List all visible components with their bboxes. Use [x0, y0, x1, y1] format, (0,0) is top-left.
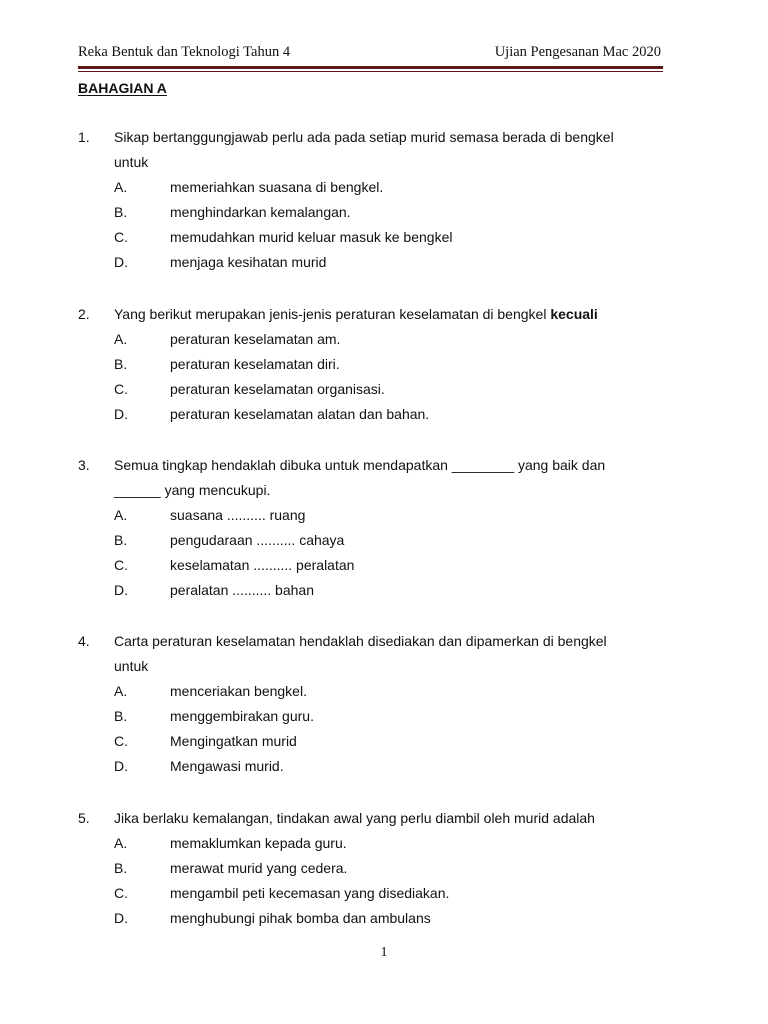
question-number: 4. — [78, 633, 90, 649]
header-rule-thin — [78, 71, 663, 72]
question-stem-line-2: ______ yang mencukupi. — [114, 482, 271, 498]
option-text: Mengawasi murid. — [170, 758, 284, 774]
option-text: menceriakan bengkel. — [170, 683, 307, 699]
option-text: suasana .......... ruang — [170, 507, 306, 523]
page-number: 1 — [380, 945, 388, 960]
question-stem-line-1: Semua tingkap hendaklah dibuka untuk mendapatkan ________ yang baik dan — [114, 457, 606, 473]
option-b — [114, 532, 674, 552]
option-letter: A. — [114, 179, 128, 195]
option-b — [114, 356, 674, 376]
question-stem-line-2: untuk — [114, 154, 149, 170]
option-text: menghindarkan kemalangan. — [170, 204, 351, 220]
question-number: 3. — [78, 457, 90, 473]
question-stem-line-1: Jika berlaku kemalangan, tindakan awal yang perlu diambil oleh murid adalah — [114, 810, 595, 826]
option-c — [114, 557, 674, 577]
option-letter: B. — [114, 532, 128, 548]
option-text: menghubungi pihak bomba dan ambulans — [170, 910, 431, 926]
option-d — [114, 758, 674, 778]
question-stem-line-2: untuk — [114, 658, 149, 674]
option-c — [114, 229, 674, 249]
option-a — [114, 835, 674, 855]
page-header — [78, 44, 661, 64]
option-d — [114, 910, 674, 930]
option-letter: D. — [114, 758, 128, 774]
question-stem-line-1: Sikap bertanggungjawab perlu ada pada setiap murid semasa berada di bengkel — [114, 129, 614, 145]
option-letter: D. — [114, 406, 128, 422]
option-letter: B. — [114, 860, 128, 876]
option-d — [114, 254, 674, 274]
option-d — [114, 582, 674, 602]
option-letter: C. — [114, 381, 128, 397]
option-a — [114, 179, 674, 199]
section-title: BAHAGIAN A — [78, 80, 167, 96]
option-text: keselamatan .......... peralatan — [170, 557, 355, 573]
option-letter: D. — [114, 254, 128, 270]
option-text: peraturan keselamatan diri. — [170, 356, 340, 372]
option-text: Mengingatkan murid — [170, 733, 297, 749]
option-letter: A. — [114, 683, 128, 699]
option-letter: D. — [114, 910, 128, 926]
option-letter: B. — [114, 708, 128, 724]
header-exam-title: Ujian Pengesanan Mac 2020 — [494, 44, 661, 60]
option-b — [114, 204, 674, 224]
option-letter: B. — [114, 204, 128, 220]
header-subject: Reka Bentuk dan Teknologi Tahun 4 — [78, 44, 291, 60]
option-letter: C. — [114, 557, 128, 573]
option-b — [114, 860, 674, 880]
question-number: 5. — [78, 810, 90, 826]
option-text: mengambil peti kecemasan yang disediakan. — [170, 885, 450, 901]
question-stem-line-1 — [114, 306, 598, 322]
question-stem-text: Yang berikut merupakan jenis-jenis peraturan keselamatan di bengkel — [114, 306, 551, 322]
question-number: 1. — [78, 129, 90, 145]
header-rule-thick — [78, 66, 663, 69]
question-number: 2. — [78, 306, 90, 322]
option-a — [114, 507, 674, 527]
option-a — [114, 331, 674, 351]
option-text: memeriahkan suasana di bengkel. — [170, 179, 384, 195]
option-text: menjaga kesihatan murid — [170, 254, 327, 270]
option-c — [114, 885, 674, 905]
option-letter: C. — [114, 885, 128, 901]
option-text: pengudaraan .......... cahaya — [170, 532, 345, 548]
option-letter: C. — [114, 229, 128, 245]
option-letter: C. — [114, 733, 128, 749]
option-text: peralatan .......... bahan — [170, 582, 314, 598]
question-stem-emphasis: kecuali — [550, 306, 598, 322]
option-letter: B. — [114, 356, 128, 372]
option-letter: A. — [114, 835, 128, 851]
option-text: memudahkan murid keluar masuk ke bengkel — [170, 229, 453, 245]
option-text: peraturan keselamatan organisasi. — [170, 381, 385, 397]
option-letter: A. — [114, 507, 128, 523]
option-b — [114, 708, 674, 728]
option-c — [114, 381, 674, 401]
option-text: peraturan keselamatan am. — [170, 331, 341, 347]
option-letter: A. — [114, 331, 128, 347]
option-c — [114, 733, 674, 753]
option-d — [114, 406, 674, 426]
option-text: peraturan keselamatan alatan dan bahan. — [170, 406, 430, 422]
question-stem-line-1: Carta peraturan keselamatan hendaklah disediakan dan dipamerkan di bengkel — [114, 633, 607, 649]
option-text: merawat murid yang cedera. — [170, 860, 348, 876]
option-text: menggembirakan guru. — [170, 708, 314, 724]
header-rule — [78, 66, 663, 73]
option-a — [114, 683, 674, 703]
option-letter: D. — [114, 582, 128, 598]
option-text: memaklumkan kepada guru. — [170, 835, 347, 851]
